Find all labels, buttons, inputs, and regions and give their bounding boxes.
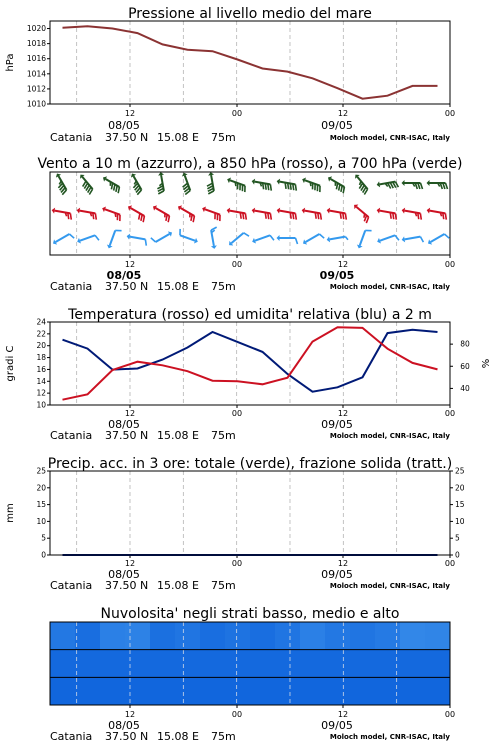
wind-barb: [277, 208, 297, 220]
barb-head: [277, 235, 280, 241]
barb-feather: [145, 239, 146, 245]
barb-feather: [141, 215, 142, 221]
barb-feather: [395, 213, 396, 219]
cloud-cell: [125, 677, 151, 705]
barb-shaft: [180, 235, 195, 240]
wind-barb: [402, 180, 423, 189]
x-hour-label: 12: [337, 109, 349, 118]
barb-head: [211, 245, 217, 248]
cloud-cell: [400, 677, 426, 705]
barb-feather: [345, 213, 346, 219]
y-right-tick-label: 25: [455, 466, 465, 476]
barb-head: [427, 180, 430, 186]
barb-feather: [336, 183, 337, 189]
y-right-tick-label: 0: [455, 550, 460, 560]
cloud-cell: [225, 650, 251, 678]
cloud-cell: [225, 677, 251, 705]
barb-feather: [295, 213, 296, 219]
wind-barb: [427, 180, 448, 189]
wind-barb: [182, 173, 190, 195]
barb-feather: [95, 213, 96, 219]
location-elev: 75m: [211, 280, 236, 293]
wind-barb: [102, 206, 120, 221]
y-tick-label: 10: [36, 400, 46, 410]
panel-4: [50, 606, 455, 743]
barb-feather: [235, 182, 236, 186]
wind-barb: [357, 230, 372, 248]
cloud-cell: [200, 650, 226, 678]
y-tick-label: 1016: [26, 54, 46, 64]
barb-shaft: [110, 230, 115, 245]
wind-barb: [252, 235, 274, 243]
barb-feather: [270, 213, 271, 219]
barb-shaft: [80, 235, 95, 240]
wind-barb: [151, 231, 172, 242]
barb-feather: [393, 213, 394, 219]
barb-feather: [70, 213, 71, 219]
wind-barb: [402, 208, 422, 220]
location-lat: 37.50 N: [105, 429, 149, 442]
x-date-label: 09/05: [321, 719, 353, 732]
barb-feather: [293, 213, 294, 219]
barb-feather: [341, 186, 342, 192]
x-date-label: 08/05: [108, 719, 140, 732]
location-name: Catania: [50, 579, 93, 592]
x-date-label: 08/05: [106, 269, 142, 282]
barb-feather: [319, 234, 324, 238]
model-credit: Moloch model, CNR-ISAC, Italy: [329, 432, 450, 440]
barb-series-1: [52, 205, 447, 223]
wind-barb: [302, 177, 320, 192]
wind-barb: [56, 173, 67, 194]
cloud-cell: [350, 622, 376, 650]
y-right-tick-label: 15: [455, 500, 465, 510]
barb-feather: [193, 216, 194, 222]
barb-feather: [290, 212, 291, 218]
wind-barb: [157, 172, 164, 194]
barb-feather: [293, 184, 294, 190]
barb-feather: [360, 181, 361, 185]
cloud-cell: [100, 677, 126, 705]
y-tick-label: 1018: [26, 39, 46, 49]
barb-feather: [446, 183, 448, 189]
pressure-line: [63, 26, 438, 98]
cloud-cell: [325, 650, 351, 678]
x-date-label: 09/05: [321, 418, 353, 431]
y-right-tick-label: 10: [455, 516, 465, 526]
y-right-tick-label: 5: [455, 533, 460, 543]
wind-barb: [302, 208, 322, 220]
model-credit: Moloch model, CNR-ISAC, Italy: [329, 582, 450, 590]
wind-barb: [252, 179, 272, 191]
wind-barb: [153, 205, 169, 222]
wind-barb: [211, 227, 217, 249]
barb-head: [327, 236, 330, 242]
cloud-cell: [150, 677, 176, 705]
location-name: Catania: [50, 280, 93, 293]
barb-feather: [270, 184, 271, 190]
barb-head: [427, 208, 430, 214]
cloud-cell: [175, 677, 201, 705]
y-right-tick-label: 40: [460, 383, 470, 393]
barb-feather: [421, 183, 423, 189]
x-hour-label: 00: [231, 260, 243, 269]
x-hour-label: 00: [444, 260, 456, 269]
x-date-label: 08/05: [108, 418, 140, 431]
cloud-cell: [125, 622, 151, 650]
x-date-label: 09/05: [321, 568, 353, 581]
barb-feather: [343, 213, 344, 219]
wind-barb: [327, 236, 348, 242]
x-hour-label: 00: [444, 109, 456, 118]
x-hour-label: 00: [231, 559, 243, 568]
cloud-cell: [425, 622, 451, 650]
wind-barb: [53, 234, 74, 245]
x-hour-label: 00: [444, 559, 456, 568]
model-credit: Moloch model, CNR-ISAC, Italy: [329, 134, 450, 142]
barb-feather: [69, 234, 74, 238]
cloud-cell: [200, 622, 226, 650]
y-tick-label: 0: [41, 550, 46, 560]
y-right-tick-label: 20: [455, 483, 465, 493]
panel-0: [5, 6, 455, 144]
x-hour-label: 12: [124, 260, 136, 269]
y-right-tick-label: 60: [460, 361, 470, 371]
y-tick-label: 1014: [26, 69, 46, 79]
wind-barb: [355, 175, 368, 195]
cloud-cell: [225, 622, 251, 650]
barb-shaft: [431, 234, 445, 242]
wind-barb: [354, 205, 369, 223]
location-lat: 37.50 N: [105, 730, 149, 743]
location-lon: 15.08 E: [157, 280, 199, 293]
barb-shaft: [405, 237, 421, 240]
barb-feather: [268, 213, 269, 219]
wind-barb: [77, 208, 97, 220]
wind-barb: [277, 235, 298, 244]
barb-feather: [244, 233, 249, 236]
barb-feather: [320, 213, 321, 219]
wind-barb: [377, 181, 399, 188]
location-name: Catania: [50, 429, 93, 442]
y-axis-label: mm: [5, 503, 16, 523]
plot-frame: [50, 322, 450, 405]
barb-feather: [296, 238, 298, 244]
wind-barb: [207, 172, 214, 194]
x-hour-label: 00: [231, 409, 243, 418]
x-hour-label: 12: [337, 260, 349, 269]
barb-feather: [318, 213, 319, 219]
cloud-cell: [75, 650, 101, 678]
barb-head: [208, 172, 214, 175]
panel-2: [5, 307, 492, 442]
panel-3: [5, 456, 465, 592]
barb-series-0: [56, 172, 448, 194]
barb-feather: [420, 237, 423, 243]
barb-feather: [143, 216, 144, 222]
barb-head: [52, 208, 55, 214]
panel-title: Pressione al livello medio del mare: [128, 6, 372, 22]
x-hour-label: 00: [444, 710, 456, 719]
barb-feather: [111, 183, 112, 189]
barb-head: [227, 208, 230, 214]
barb-head: [377, 208, 380, 214]
wind-barb: [303, 234, 324, 245]
cloud-cell: [100, 622, 126, 650]
barb-head: [252, 208, 255, 214]
x-hour-label: 00: [231, 109, 243, 118]
barb-feather: [211, 227, 217, 230]
x-hour-label: 00: [444, 409, 456, 418]
y-tick-label: 1010: [26, 99, 46, 109]
barb-head: [277, 179, 280, 185]
y-tick-label: 20: [36, 483, 46, 493]
barb-feather: [418, 213, 419, 219]
barb-head: [77, 208, 80, 214]
y-tick-label: 1020: [26, 24, 46, 34]
barb-head: [252, 179, 255, 185]
wind-barb: [103, 176, 119, 193]
barb-feather: [390, 212, 391, 218]
y-tick-label: 14: [36, 376, 46, 386]
barb-feather: [240, 212, 241, 218]
location-name: Catania: [50, 131, 93, 144]
cloud-cell: [200, 677, 226, 705]
barb-feather: [420, 213, 421, 219]
wind-barb: [80, 175, 93, 195]
temperature-line: [63, 327, 438, 399]
cloud-cell: [275, 650, 301, 678]
x-date-label: 08/05: [108, 119, 140, 132]
cloud-cell: [300, 677, 326, 705]
barb-head: [158, 172, 164, 175]
y-right-tick-label: 80: [460, 339, 470, 349]
plot-frame: [50, 21, 450, 104]
x-hour-label: 12: [124, 710, 136, 719]
barb-feather: [95, 235, 99, 240]
barb-feather: [115, 213, 116, 217]
barb-feather: [310, 182, 311, 186]
y-tick-label: 25: [36, 466, 46, 476]
cloud-cell: [300, 650, 326, 678]
y-tick-label: 10: [36, 516, 46, 526]
barb-feather: [285, 183, 286, 189]
barb-feather: [265, 183, 266, 189]
cloud-cell: [300, 622, 326, 650]
barb-feather: [295, 184, 296, 190]
location-lat: 37.50 N: [105, 131, 149, 144]
cloud-cell: [425, 677, 451, 705]
wind-barb: [252, 208, 272, 220]
barb-feather: [444, 234, 449, 238]
x-date-label: 08/05: [108, 568, 140, 581]
location-elev: 75m: [211, 579, 236, 592]
barb-feather: [315, 212, 316, 218]
y-tick-label: 15: [36, 500, 46, 510]
y-axis-label: %: [481, 358, 492, 369]
barb-head: [402, 236, 405, 242]
barb-feather: [243, 213, 244, 219]
cloud-cell: [100, 650, 126, 678]
cloud-cell: [275, 622, 301, 650]
wind-barb: [178, 205, 194, 222]
wind-barb: [328, 176, 344, 193]
wind-barb: [107, 230, 122, 248]
location-lon: 15.08 E: [157, 730, 199, 743]
cloud-cell: [150, 622, 176, 650]
cloud-cell: [425, 650, 451, 678]
barb-shaft: [130, 237, 146, 240]
wind-barb: [227, 177, 245, 192]
cloud-cell: [150, 650, 176, 678]
cloud-cell: [400, 622, 426, 650]
wind-barb: [52, 208, 72, 220]
barb-feather: [290, 183, 291, 189]
wind-barb: [131, 173, 142, 194]
cloud-cell: [50, 650, 76, 678]
panel-title: Precip. acc. in 3 ore: totale (verde), frazione solida (tratt.): [47, 456, 453, 472]
x-hour-label: 12: [337, 710, 349, 719]
location-name: Catania: [50, 730, 93, 743]
x-hour-label: 12: [337, 409, 349, 418]
wind-barb: [427, 208, 447, 220]
wind-barb: [180, 229, 198, 244]
wind-barb: [428, 234, 449, 245]
barb-shaft: [306, 234, 320, 242]
model-credit: Moloch model, CNR-ISAC, Italy: [329, 283, 450, 291]
barb-feather: [366, 217, 368, 223]
barb-feather: [191, 215, 192, 221]
y-tick-label: 24: [36, 317, 46, 327]
plot-frame: [50, 471, 450, 555]
barb-feather: [139, 213, 140, 219]
y-tick-label: 12: [36, 388, 46, 398]
barb-feather: [168, 216, 169, 222]
cloud-cell: [75, 677, 101, 705]
barb-head: [277, 208, 280, 214]
barb-feather: [118, 187, 119, 193]
barb-head: [327, 208, 330, 214]
x-hour-label: 12: [124, 109, 136, 118]
x-hour-label: 12: [124, 409, 136, 418]
barb-shaft: [231, 233, 243, 243]
barb-shaft: [156, 234, 170, 242]
cloud-cell: [250, 677, 276, 705]
wind-barb: [377, 208, 397, 220]
y-tick-label: 5: [41, 533, 46, 543]
y-axis-label: hPa: [5, 53, 16, 72]
barb-feather: [263, 183, 264, 189]
barb-feather: [339, 184, 340, 190]
y-tick-label: 18: [36, 353, 46, 363]
location-lon: 15.08 E: [157, 429, 199, 442]
y-tick-label: 16: [36, 364, 46, 374]
barb-shaft: [380, 235, 395, 240]
cloud-cell: [350, 677, 376, 705]
y-tick-label: 20: [36, 341, 46, 351]
barb-feather: [68, 213, 69, 219]
wind-barb: [202, 206, 220, 221]
barb-feather: [270, 235, 274, 240]
y-axis-label: gradi C: [5, 345, 16, 382]
barb-feather: [93, 213, 94, 219]
model-credit: Moloch model, CNR-ISAC, Italy: [329, 733, 450, 741]
wind-barb: [377, 235, 399, 243]
barb-series-2: [53, 227, 449, 249]
barb-feather: [166, 215, 167, 221]
wind-barb: [229, 233, 249, 246]
x-hour-label: 00: [231, 710, 243, 719]
barb-shaft: [56, 234, 70, 242]
cloud-cell: [400, 650, 426, 678]
barb-feather: [364, 214, 365, 218]
panel-title: Vento a 10 m (azzurro), a 850 hPa (rosso), a 700 hPa (verde): [37, 156, 463, 172]
barb-feather: [445, 213, 446, 219]
location-elev: 75m: [211, 429, 236, 442]
location-lat: 37.50 N: [105, 579, 149, 592]
cloud-cell: [175, 650, 201, 678]
cloud-cell: [50, 677, 76, 705]
location-lon: 15.08 E: [157, 131, 199, 144]
barb-feather: [245, 213, 246, 219]
cloud-cell: [350, 650, 376, 678]
barb-feather: [443, 213, 444, 219]
barb-head: [377, 181, 380, 187]
barb-feather: [340, 212, 341, 218]
barb-shaft: [255, 235, 270, 240]
x-date-label: 09/05: [319, 269, 355, 282]
cloud-cell: [175, 622, 201, 650]
wind-barb: [128, 205, 144, 222]
barb-feather: [114, 184, 115, 190]
wind-barb: [277, 179, 297, 191]
y-tick-label: 22: [36, 329, 46, 339]
panel-title: Nuvolosita' negli strati basso, medio e alto: [100, 606, 400, 622]
barb-feather: [345, 237, 348, 240]
location-elev: 75m: [211, 131, 236, 144]
cloud-cell: [250, 650, 276, 678]
barb-head: [302, 208, 305, 214]
cloud-cell: [75, 622, 101, 650]
barb-feather: [265, 212, 266, 218]
panel-title: Temperatura (rosso) ed umidita' relativa (blu) a 2 m: [68, 307, 432, 323]
cloud-cell: [275, 677, 301, 705]
wind-barb: [77, 235, 99, 243]
barb-head: [402, 180, 405, 186]
y-tick-label: 1012: [26, 84, 46, 94]
location-lon: 15.08 E: [157, 579, 199, 592]
x-hour-label: 12: [124, 559, 136, 568]
wind-barb: [402, 236, 424, 242]
cloud-cell: [325, 677, 351, 705]
cloud-cell: [125, 650, 151, 678]
barb-feather: [151, 238, 156, 242]
cloud-cell: [325, 622, 351, 650]
location-lat: 37.50 N: [105, 280, 149, 293]
location-elev: 75m: [211, 730, 236, 743]
panel-1: [37, 156, 462, 293]
x-hour-label: 12: [337, 559, 349, 568]
barb-feather: [288, 183, 289, 189]
x-date-label: 09/05: [321, 119, 353, 132]
cloud-cell: [250, 622, 276, 650]
barb-shaft: [360, 230, 365, 245]
barb-feather: [268, 184, 269, 190]
barb-feather: [116, 186, 117, 192]
cloud-cell: [50, 622, 76, 650]
barb-head: [402, 208, 405, 214]
